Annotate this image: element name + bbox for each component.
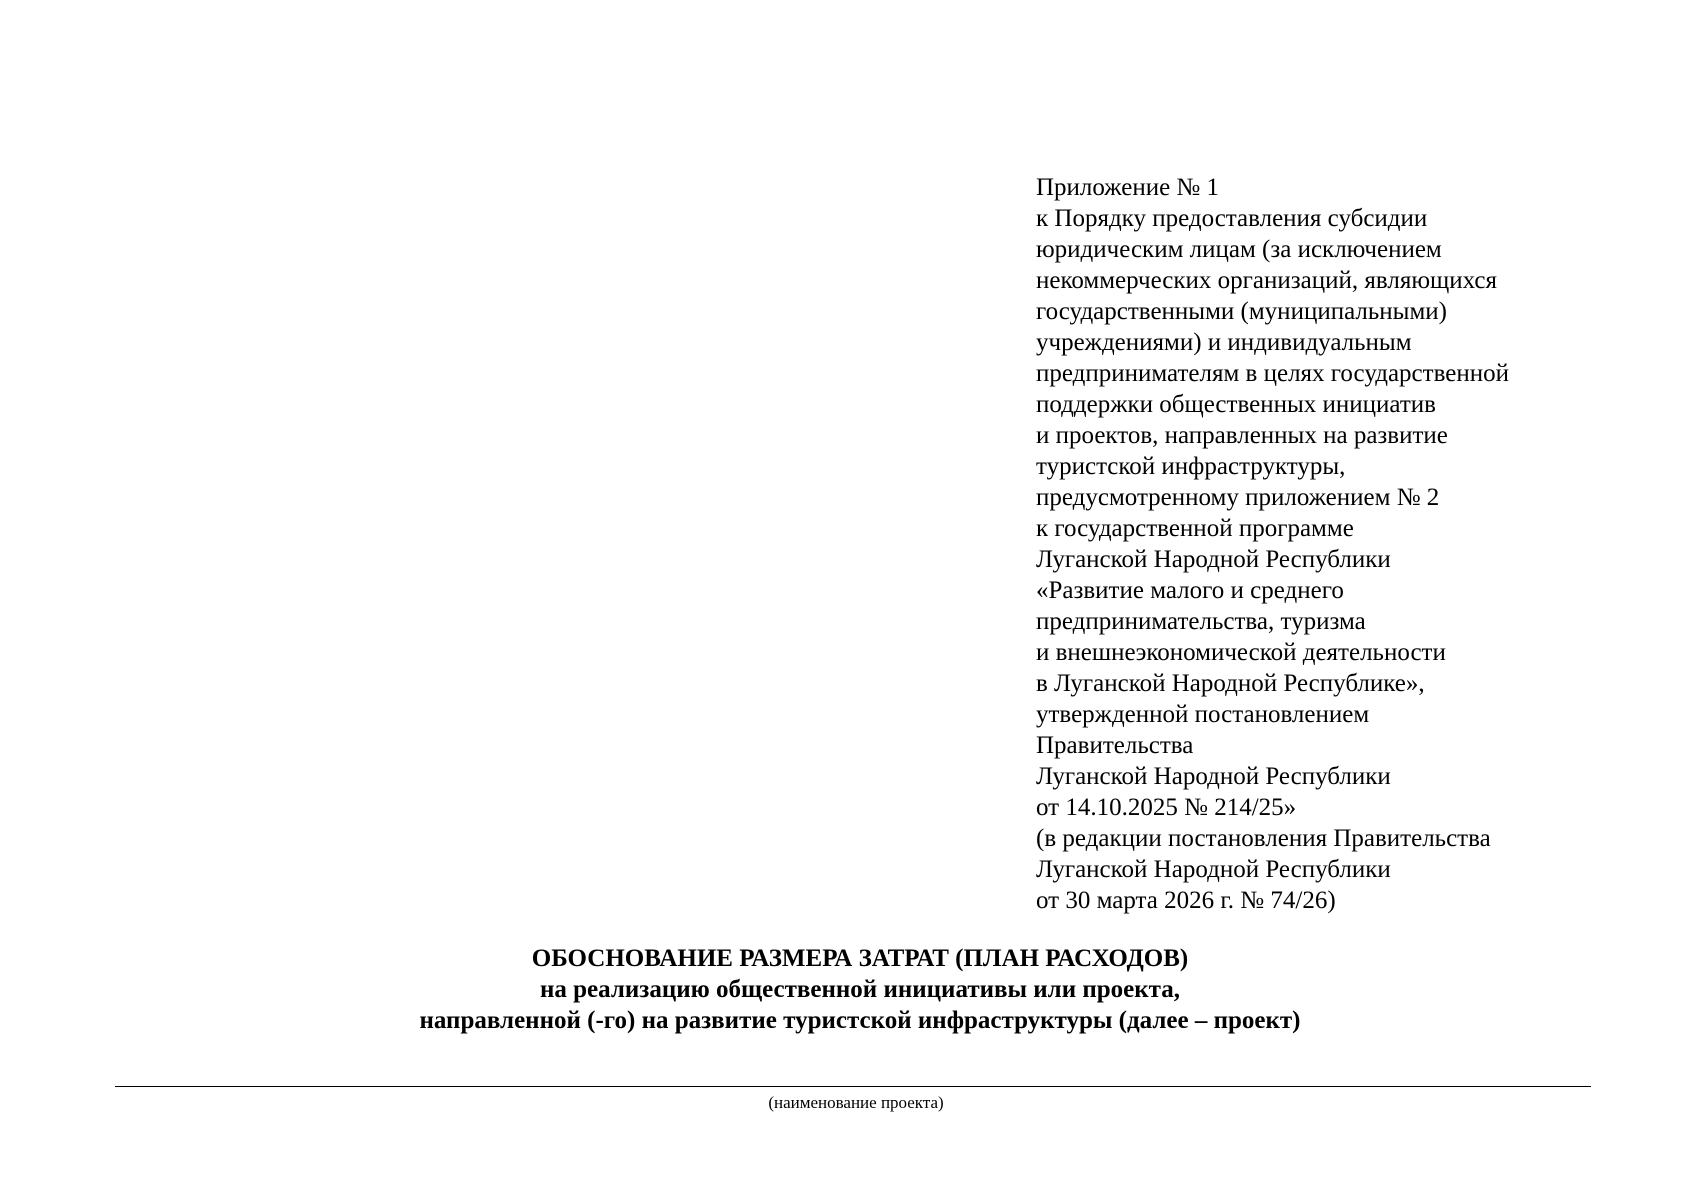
- appendix-line: и внешнеэкономической деятельности: [1036, 639, 1446, 666]
- appendix-line: Луганской Народной Республики: [1036, 856, 1391, 883]
- appendix-line: предпринимателям в целях государственной: [1036, 360, 1509, 387]
- appendix-line: юридическим лицам (за исключением: [1036, 236, 1442, 263]
- appendix-line: предпринимательства, туризма: [1036, 608, 1366, 635]
- appendix-line: к Порядку предоставления субсидии: [1036, 205, 1428, 232]
- title-line-main: ОБОСНОВАНИЕ РАЗМЕРА ЗАТРАТ (ПЛАН РАСХОДОВ): [531, 945, 1189, 972]
- appendix-line: некоммерческих организаций, являющихся: [1036, 267, 1497, 294]
- appendix-line: Луганской Народной Республики: [1036, 546, 1391, 573]
- appendix-line: Приложение № 1: [1036, 174, 1220, 201]
- appendix-line: «Развитие малого и среднего: [1036, 577, 1344, 604]
- project-name-underline: [115, 1086, 1591, 1087]
- appendix-header: [1036, 172, 1656, 916]
- appendix-line: предусмотренному приложением № 2: [1036, 484, 1440, 511]
- appendix-line: в Луганской Народной Республике»,: [1036, 670, 1425, 697]
- appendix-line: к государственной программе: [1036, 515, 1354, 542]
- title-line-subtitle: на реализацию общественной инициативы или проекта,: [539, 976, 1180, 1003]
- appendix-line: Правительства: [1036, 732, 1194, 759]
- title-line-subtitle: направленной (-го) на развитие туристской инфраструктуры (далее – проект): [419, 1007, 1301, 1034]
- appendix-line: туристской инфраструктуры,: [1036, 453, 1346, 480]
- project-name-caption: (наименование проекта): [768, 1093, 944, 1112]
- document-title: [0, 943, 1697, 1036]
- appendix-line: (в редакции постановления Правительства: [1036, 825, 1491, 852]
- appendix-line: от 30 марта 2026 г. № 74/26): [1036, 887, 1336, 914]
- appendix-line: учреждениями) и индивидуальным: [1036, 329, 1412, 356]
- appendix-line: утвержденной постановлением: [1036, 701, 1370, 728]
- appendix-line: Луганской Народной Республики: [1036, 763, 1391, 790]
- appendix-line: поддержки общественных инициатив: [1036, 391, 1436, 418]
- appendix-line: от 14.10.2025 № 214/25»: [1036, 794, 1297, 821]
- appendix-line: и проектов, направленных на развитие: [1036, 422, 1448, 449]
- appendix-line: государственными (муниципальными): [1036, 298, 1447, 325]
